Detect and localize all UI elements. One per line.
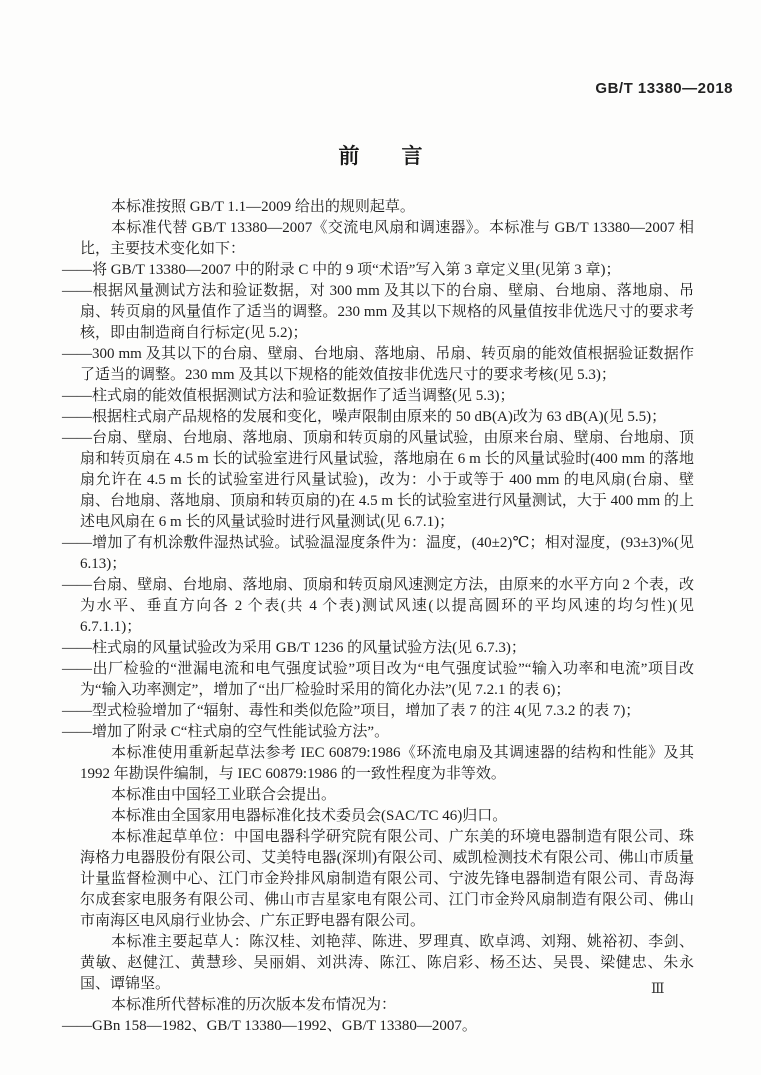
change-list-item: ——出厂检验的“泄漏电流和电气强度试验”项目改为“电气强度试验”“输入功率和电流”项目改为“输入功率测定”，增加了“出厂检验时采用的简化办法”(见 7.2.1 的表 6)； bbox=[62, 661, 694, 698]
change-list-item: ——根据柱式扇产品规格的发展和变化，噪声限制由原来的 50 dB(A)改为 63 dB(A)(见 5.5)； bbox=[62, 409, 667, 425]
history-list-item: ——GBn 158—1982、GB/T 13380—1992、GB/T 13380—2007。 bbox=[62, 1018, 477, 1034]
paragraph: 本标准按照 GB/T 1.1—2009 给出的规则起草。 bbox=[111, 199, 415, 215]
paragraph: 本标准使用重新起草法参考 IEC 60879:1986《环流电扇及其调速器的结构和性能》及其 1992 年勘误件编制，与 IEC 60879:1986 的一致性程度为非等效。 bbox=[80, 745, 694, 782]
change-list-item: ——将 GB/T 13380—2007 中的附录 C 中的 9 项“术语”写入第 3 章定义里(见第 3 章)； bbox=[62, 262, 621, 278]
paragraph: 本标准所代替标准的历次版本发布情况为： bbox=[111, 997, 397, 1013]
standard-code-header: GB/T 13380—2018 bbox=[595, 80, 733, 97]
change-list-item: ——柱式扇的风量试验改为采用 GB/T 1236 的风量试验方法(见 6.7.3)； bbox=[62, 640, 526, 656]
paragraph: 本标准由全国家用电器标准化技术委员会(SAC/TC 46)归口。 bbox=[111, 808, 508, 824]
change-list-item: ——台扇、壁扇、台地扇、落地扇、顶扇和转页扇风速测定方法，由原来的水平方向 2 个表，改为水平、垂直方向各 2 个表(共 4 个表)测试风速(以提高圆环的平均风速的均匀性)(见 6.7.1.1)； bbox=[62, 577, 694, 635]
page-title: 前 言 bbox=[338, 145, 423, 168]
change-list-item: ——型式检验增加了“辐射、毒性和类似危险”项目，增加了表 7 的注 4(见 7.3.2 的表 7)； bbox=[62, 703, 641, 719]
change-list-item: ——增加了有机涂敷件湿热试验。试验温湿度条件为：温度，(40±2)℃；相对湿度，(93±3)%(见 6.13)； bbox=[62, 535, 694, 572]
page-number: Ⅲ bbox=[651, 982, 665, 997]
change-list-item: ——柱式扇的能效值根据测试方法和验证数据作了适当调整(见 5.3)； bbox=[62, 388, 515, 404]
change-list-item: ——增加了附录 C“柱式扇的空气性能试验方法”。 bbox=[62, 724, 390, 740]
paragraph: 本标准主要起草人：陈汉桂、刘艳萍、陈进、罗理真、欧卓鸿、刘翔、姚裕初、李剑、黄敏、赵健江、黄慧珍、吴丽娟、刘洪涛、陈江、陈启彩、杨丕达、吴畏、梁健忠、朱永国、谭锦坚。 bbox=[80, 934, 694, 992]
paragraph: 本标准代替 GB/T 13380—2007《交流电风扇和调速器》。本标准与 GB/T 13380—2007 相比，主要技术变化如下： bbox=[80, 220, 694, 257]
document-body bbox=[62, 197, 694, 1037]
paragraph: 本标准起草单位：中国电器科学研究院有限公司、广东美的环境电器制造有限公司、珠海格力电器股份有限公司、艾美特电器(深圳)有限公司、威凯检测技术有限公司、佛山市质量计量监督检测中心、江门市金羚排风扇制造有限公司、宁波先锋电器制造有限公司、青岛海尔成套家电服务有限公司、佛山市吉星家电有限公司、江门市金羚风扇制造有限公司、佛山市南海区电风扇行业协会、广东正野电器有限公司。 bbox=[80, 829, 694, 929]
change-list-item: ——根据风量测试方法和验证数据，对 300 mm 及其以下的台扇、壁扇、台地扇、落地扇、吊扇、转页扇的风量值作了适当的调整。230 mm 及其以下规格的风量值按非优选尺寸的要求考核，即由制造商自行标定(见 5.2)； bbox=[62, 283, 694, 341]
change-list-item: ——300 mm 及其以下的台扇、壁扇、台地扇、落地扇、吊扇、转页扇的能效值根据验证数据作了适当的调整。230 mm 及其以下规格的能效值按非优选尺寸的要求考核(见 5.3)； bbox=[62, 346, 694, 383]
paragraph: 本标准由中国轻工业联合会提出。 bbox=[111, 787, 337, 803]
change-list-item: ——台扇、壁扇、台地扇、落地扇、顶扇和转页扇的风量试验，由原来台扇、壁扇、台地扇、顶扇和转页扇在 4.5 m 长的试验室进行风量试验，落地扇在 6 m 长的风量试验时(400 mm 的落地扇允许在 4.5 m 长的试验室进行风量试验)，改为：小于或等于 400 mm 的电风扇(台扇、壁扇、台地扇、落地扇、顶扇和转页扇的)在 4.5 m 长的试验室进行风量测试，大于 400 mm 的上述电风扇在 6 m 长的风量试验时进行风量测试(见 6.7.1)； bbox=[62, 430, 694, 530]
